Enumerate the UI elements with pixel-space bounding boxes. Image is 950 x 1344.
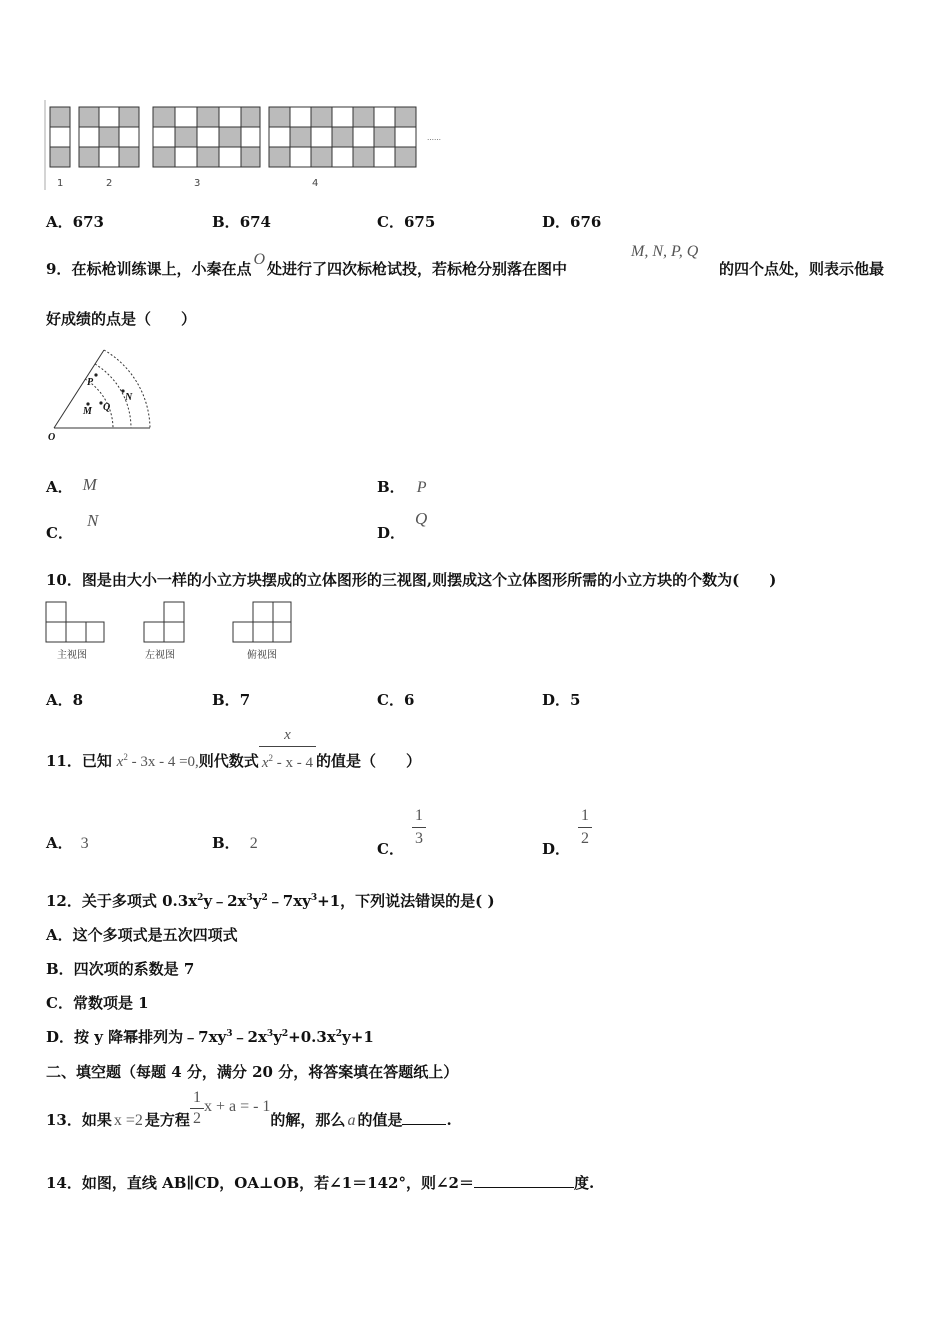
q9-option-b[interactable]: B． P <box>377 478 427 496</box>
q9-point-o: O <box>253 251 266 268</box>
view-label-top: 俯视图 <box>247 650 277 661</box>
q9-stem-line1: 9．在标枪训练课上，小秦在点O处进行了四次标枪试投，若标枪分别落在图中 <box>46 251 568 278</box>
q9-stem-line1-end: 的四个点处，则表示他最 <box>719 260 885 278</box>
q8-option-d[interactable]: D．676 <box>542 213 602 231</box>
pattern-label-3: 3 <box>194 178 201 189</box>
q9-points: M, N, P, Q <box>631 243 699 260</box>
q12-option-d[interactable]: D．按 y 降幂排列为$﹣7xy^3﹣2x^3y^2+0.3x^2y+1$ <box>46 1028 374 1046</box>
q9-option-a[interactable]: A． M <box>46 475 97 496</box>
q12-stem: 12．关于多项式 $0.3x^2y﹣2x^3y^2﹣7xy^3+1$，下列说法错误的是( ) <box>46 892 495 910</box>
q12-option-c[interactable]: C．常数项是 1 <box>46 994 149 1012</box>
q8-option-a[interactable]: A．673 <box>46 213 104 231</box>
q10-option-b[interactable]: B．7 <box>212 691 251 709</box>
pattern-label-4: 4 <box>312 178 319 189</box>
q13-stem: 13．如果 x =2 是方程 $\frac{1}{2}$ x + a = - 1的解，那么 a 的值是 . <box>46 1089 452 1129</box>
q10-option-d[interactable]: D．5 <box>542 691 581 709</box>
q13-fraction: $\frac{1}{2}$ <box>190 1088 204 1129</box>
q12-option-b[interactable]: B．四次项的系数是 7 <box>46 960 195 978</box>
q13-equation-rest: x + a = - 1 <box>203 1098 271 1115</box>
q12-option-a[interactable]: A．这个多项式是五次四项式 <box>46 926 238 944</box>
q8-option-b[interactable]: B．674 <box>212 213 271 231</box>
q11-option-b[interactable]: B． 2 <box>212 834 258 852</box>
section-2-heading: 二、填空题（每题 4 分，满分 20 分，将答案填在答题纸上） <box>46 1063 459 1081</box>
pattern-label-1: 1 <box>57 178 64 189</box>
fan-label-m: M <box>83 406 92 417</box>
view-label-front: 主视图 <box>57 650 87 661</box>
q14-stem: 14．如图，直线 AB∥CD，OA⊥OB，若∠1＝142°，则∠2＝ 度. <box>46 1174 595 1192</box>
pattern-4 <box>269 107 416 167</box>
q10-stem: 10．图是由大小一样的小立方块摆成的立体图形的三视图,则摆成这个立体图形所需的小立方块的个数为( ) <box>46 571 777 589</box>
q9-fan-figure <box>46 348 156 444</box>
q11-option-d[interactable]: D． $\frac{1}{2}$ <box>542 805 592 850</box>
view-label-left: 左视图 <box>145 650 175 661</box>
q9-stem-line2: 好成绩的点是（ ） <box>46 310 197 328</box>
pattern-1 <box>50 107 70 167</box>
q8-option-c[interactable]: C．675 <box>377 213 436 231</box>
pattern-2 <box>79 107 139 167</box>
q11-option-c[interactable]: C． $\frac{1}{3}$ <box>377 805 426 850</box>
pattern-3 <box>153 107 260 167</box>
q13-answer-blank[interactable] <box>402 1124 446 1125</box>
q14-answer-blank[interactable] <box>474 1187 574 1188</box>
q10-option-a[interactable]: A．8 <box>46 691 84 709</box>
q11-stem: 11．已知 $x^2 - 3x - 4 =0$,则代数式 $\frac{x}{x^2 - x - 4}$ 的值是（ ） <box>46 720 421 770</box>
q9-option-d[interactable]: D．Q <box>377 509 428 542</box>
pattern-label-2: 2 <box>106 178 113 189</box>
fan-label-o: O <box>48 432 56 443</box>
q11-equation: $x^2 - 3x - 4 =0$, <box>116 752 199 770</box>
pattern-ellipsis: …… <box>427 134 441 142</box>
fan-label-q: Q <box>103 402 111 413</box>
q9-option-c[interactable]: C．N <box>46 511 99 542</box>
q11-option-a[interactable]: A． 3 <box>46 834 89 852</box>
q10-option-c[interactable]: C．6 <box>377 691 415 709</box>
q11-fraction: $\frac{x}{x^2 - x - 4}$ <box>259 724 316 774</box>
fan-label-p: P <box>87 377 94 388</box>
fan-label-n: N <box>125 392 133 403</box>
q8-pattern-figure <box>40 98 460 194</box>
q10-three-views <box>44 599 300 663</box>
